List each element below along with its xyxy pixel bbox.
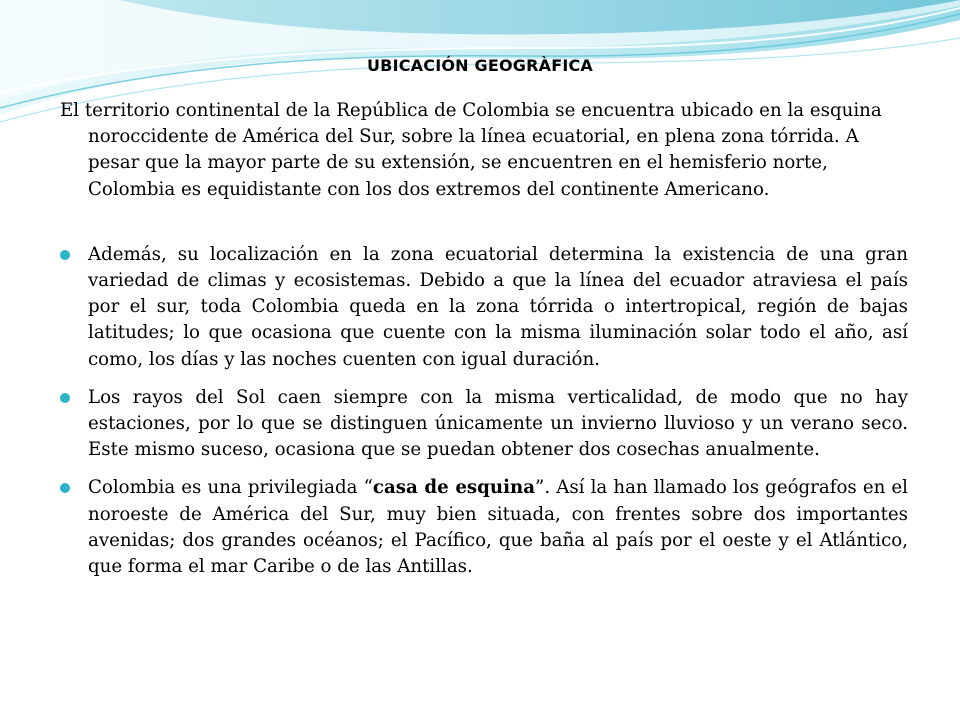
bullet-text: Los rayos del Sol caen siempre con la misma verticalidad, de modo que no hay estaciones, por lo que se distinguen únicamente un invierno lluvioso y un verano seco. Este mismo suceso, ocasiona que se puedan obtener dos cosechas anualmente. bbox=[88, 386, 908, 461]
bullet-dot-icon bbox=[60, 393, 70, 403]
bullet-item-3 bbox=[60, 475, 908, 580]
bullet-text-before: Colombia es una privilegiada “ bbox=[88, 477, 373, 499]
bullet-item-2 bbox=[60, 385, 908, 464]
bullet-text: Además, su localización en la zona ecuatorial determina la existencia de una gran variedad de climas y ecosistemas. Debido a que la línea del ecuador atraviesa el país por el sur, toda Colombia queda en la zona tórrida o intertropical, región de bajas latitudes; lo que ocasiona que cuente con la misma iluminación solar todo el año, así como, los días y las noches cuenten con igual duración. bbox=[88, 243, 908, 370]
slide-title: UBICACIÓN GEOGRÀFICA bbox=[366, 56, 594, 75]
bullet-item-1 bbox=[60, 242, 908, 373]
bullet-text-bold: casa de esquina bbox=[372, 477, 536, 499]
intro-paragraph: El territorio continental de la República de Colombia se encuentra ubicado en la esquina noroccidente de América del Sur, sobre la línea ecuatorial, en plena zona tórrida. A pesar que la mayor parte de su extensión, se encuentren en el hemisferio norte, Colombia es equidistante con los dos extremos del continente Americano. bbox=[60, 100, 882, 200]
bullet-dot-icon bbox=[60, 483, 70, 493]
content-body bbox=[60, 98, 908, 592]
bullet-text-after: ”. Así la han llamado los geógrafos en el noroeste de América del Sur, muy bien situada, con frentes sobre dos importantes avenidas; dos grandes océanos; el Pacífico, que baña al país por el oeste y el Atlántico, que forma el mar Caribe o de las Antillas. bbox=[88, 477, 908, 578]
bullet-dot-icon bbox=[60, 250, 70, 260]
